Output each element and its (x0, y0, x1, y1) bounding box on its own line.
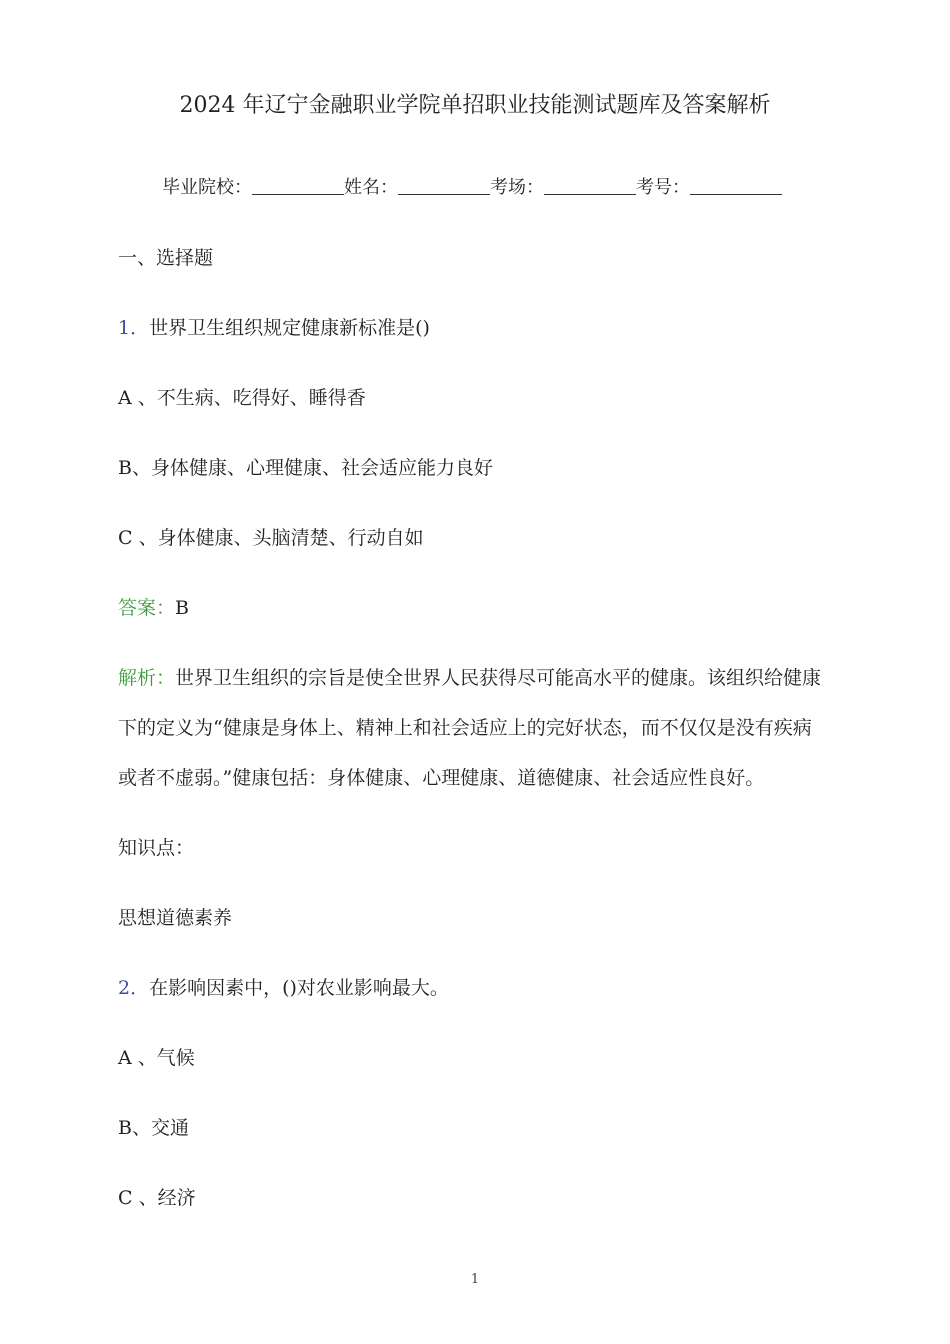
answer-value: B (175, 597, 189, 619)
school-blank (252, 178, 344, 195)
number-label: 考号： (636, 177, 690, 198)
section-heading: 一、选择题 (118, 247, 214, 269)
candidate-info-row (162, 176, 782, 200)
question-number: 2． (118, 977, 150, 999)
analysis-text: 世界卫生组织的宗旨是使全世界人民获得尽可能高水平的健康。该组织给健康 (175, 667, 822, 689)
knowledge-label: 知识点： (118, 837, 195, 859)
question-text: 在影响因素中，()对农业影响最大。 (149, 977, 449, 999)
analysis-line-3: 或者不虚弱。”健康包括：身体健康、心理健康、道德健康、社会适应性良好。 (118, 767, 765, 789)
room-label: 考场： (490, 177, 544, 198)
question-text: 世界卫生组织规定健康新标准是() (149, 317, 430, 339)
question-1 (118, 316, 430, 340)
analysis-line-2: 下的定义为“健康是身体上、精神上和社会适应上的完好状态，而不仅仅是没有疾病 (118, 717, 812, 739)
option-c: C 、身体健康、头脑清楚、行动自如 (118, 527, 424, 549)
option-b: B、身体健康、心理健康、社会适应能力良好 (118, 457, 493, 479)
answer-line (118, 596, 189, 620)
page-number: 1 (470, 1272, 480, 1287)
school-label: 毕业院校： (162, 177, 252, 198)
option-b: B、交通 (118, 1117, 189, 1139)
question-2 (118, 976, 449, 1000)
analysis-label: 解析： (118, 667, 176, 689)
option-c: C 、经济 (118, 1187, 196, 1209)
knowledge-value: 思想道德素养 (118, 907, 233, 929)
room-blank (544, 178, 636, 195)
number-blank (690, 178, 782, 195)
document-title: 2024 年辽宁金融职业学院单招职业技能测试题库及答案解析 (179, 93, 771, 118)
question-number: 1． (118, 317, 150, 339)
option-a: A 、不生病、吃得好、睡得香 (118, 387, 366, 409)
name-label: 姓名： (344, 177, 398, 198)
answer-label: 答案： (118, 597, 176, 619)
name-blank (398, 178, 490, 195)
option-a: A 、气候 (118, 1047, 195, 1069)
analysis-line-1 (118, 666, 821, 690)
